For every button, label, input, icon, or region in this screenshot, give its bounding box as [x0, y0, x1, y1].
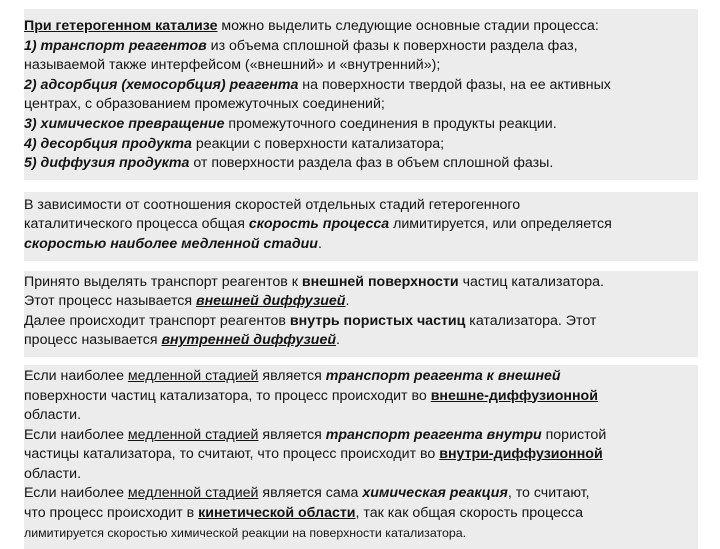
text-line: Далее происходит транспорт реагентов внутрь пористых частиц катализатора. Этот [24, 312, 597, 329]
text-line: Принято выделять транспорт реагентов к внешней поверхности частиц катализатора. [24, 273, 604, 290]
stage-3-term: 3) химическое превращение [24, 115, 225, 132]
stage-2-term: 2) адсорбция (хемосорбция) реагента [24, 76, 299, 93]
text-line: лимитируется скоростью химической реакции на поверхности катализатора. [24, 525, 467, 540]
term-transport-inside: транспорт реагента внутри [325, 426, 542, 443]
term-internal-diffusion-region: внутри-диффузионной [439, 446, 603, 463]
text-line: называемой также интерфейсом («внешний» и «внутренний»); [24, 57, 441, 74]
stage-4-term: 4) десорбция продукта [24, 135, 192, 152]
term-into-porous-particles: внутрь пористых частиц [289, 312, 466, 329]
stage-3-line: 3) химическое превращение промежуточного соединения в продукты реакции. [24, 115, 557, 132]
document-body [24, 9, 698, 549]
term-heterogeneous-catalysis: При гетерогенном катализе [24, 18, 218, 34]
text-line: В зависимости от соотношения скоростей отдельных стадий гетерогенного [24, 196, 521, 213]
stage-5-term: 5) диффузия продукта [24, 155, 190, 172]
stage-1-line: 1) транспорт реагентов из объема сплошной фазы к поверхности раздела фаз, [24, 37, 578, 54]
paragraph-process-stages [24, 9, 698, 180]
term-chemical-reaction: химическая реакция [362, 485, 508, 502]
text-line: центрах, с образованием промежуточных соединений; [24, 96, 385, 113]
text-line: Если наиболее медленной стадией является транспорт реагента к внешней [24, 367, 561, 384]
term-kinetic-region: кинетической области [198, 505, 356, 522]
term-external-diffusion: внешней диффузией [196, 293, 346, 310]
term-transport-to-outer: транспорт реагента к внешней [325, 367, 561, 384]
text-line: частицы катализатора, то считают, что процесс происходит во внутри-диффузионной [24, 446, 603, 463]
text-line: скоростью наиболее медленной стадии. [24, 235, 322, 252]
stage-1-term: 1) транспорт реагентов [24, 37, 207, 54]
term-slowest-stage: скоростью наиболее медленной стадии [24, 235, 318, 252]
term-slowest-stage: медленной стадией [127, 367, 259, 384]
text-line: процесс называется внутренней диффузией. [24, 332, 340, 349]
stage-2-line: 2) адсорбция (хемосорбция) реагента на поверхности твердой фазы, на ее активных [24, 76, 611, 93]
term-slowest-stage: медленной стадией [127, 426, 259, 443]
text-line: каталитического процесса общая скорость процесса лимитируется, или определяется [24, 216, 612, 233]
paragraph-diffusion-types [24, 271, 698, 357]
term-internal-diffusion: внутренней диффузией [161, 332, 337, 349]
text-line: Этот процесс называется внешней диффузией. [24, 293, 350, 310]
text-line: что процесс происходит в кинетической области, так как общая скорость процесса [24, 505, 584, 522]
stage-4-line: 4) десорбция продукта реакции с поверхности катализатора; [24, 135, 445, 152]
term-external-diffusion-region: внешне-диффузионной [430, 387, 598, 404]
stage-5-line: 5) диффузия продукта от поверхности раздела фаз в объем сплошной фазы. [24, 155, 554, 172]
term-outer-surface: внешней поверхности [301, 273, 459, 290]
paragraph-process-regions [24, 365, 698, 549]
text-line: При гетерогенном катализе можно выделить следующие основные стадии процесса: [24, 18, 599, 34]
text-line: Если наиболее медленной стадией является сама химическая реакция, то считают, [24, 485, 590, 502]
term-slowest-stage: медленной стадией [127, 485, 259, 502]
paragraph-rate-limiting [24, 192, 698, 261]
text-line: области. [24, 465, 82, 482]
text-line: области. [24, 407, 82, 424]
text-line: Если наиболее медленной стадией является транспорт реагента внутри пористой [24, 426, 607, 443]
term-process-rate: скорость процесса [248, 216, 390, 233]
text-line: поверхности частиц катализатора, то процесс происходит во внешне-диффузионной [24, 387, 598, 404]
